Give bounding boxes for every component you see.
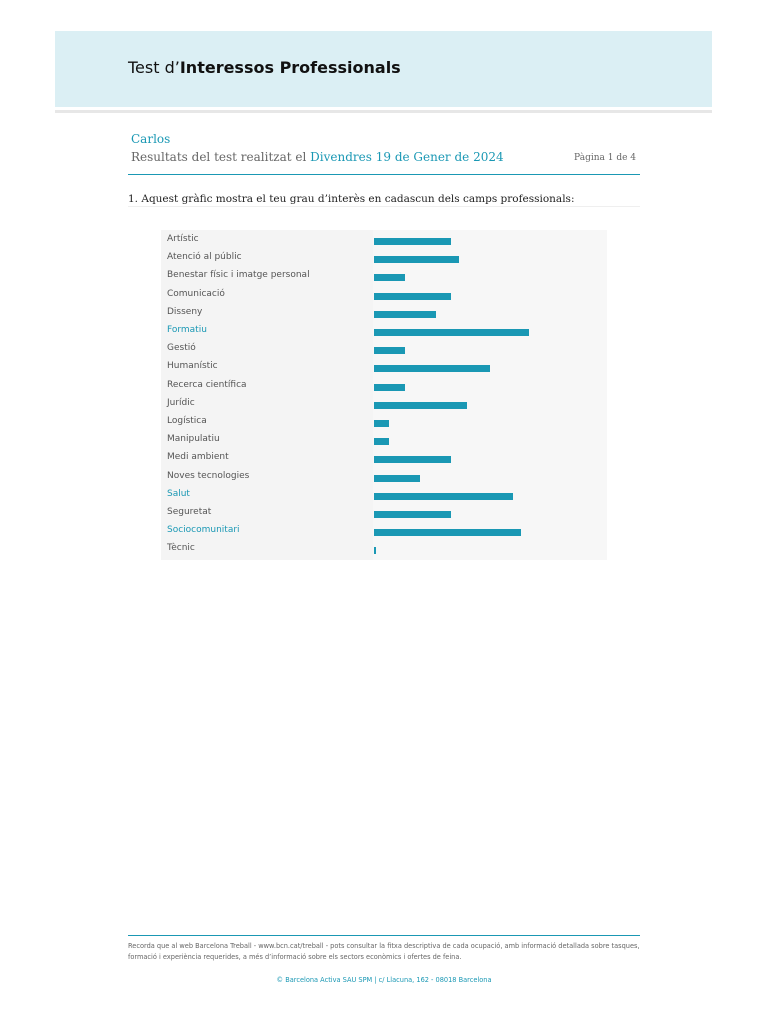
question-text: 1. Aquest gràfic mostra el teu grau d’interès en cadascun dels camps professionals: xyxy=(128,193,575,205)
category-label: Artístic xyxy=(167,234,199,244)
bar xyxy=(374,511,451,518)
chart-row xyxy=(161,414,607,432)
chart-row xyxy=(161,487,607,505)
category-label: Jurídic xyxy=(167,397,195,408)
bar xyxy=(374,365,490,372)
category-label: Sociocomunitari xyxy=(167,525,240,536)
title-prefix: Test d’ xyxy=(128,58,180,77)
category-label: Disseny xyxy=(167,306,203,317)
footer-divider xyxy=(128,935,640,936)
bar xyxy=(374,547,376,554)
chart-row xyxy=(161,250,607,268)
chart-row xyxy=(161,523,607,541)
chart-row xyxy=(161,305,607,323)
category-label: Salut xyxy=(167,488,190,499)
chart-row xyxy=(161,378,607,396)
results-prefix: Resultats del test realitzat el xyxy=(131,150,307,164)
bar xyxy=(374,456,451,463)
results-line xyxy=(131,150,504,164)
footer-copyright: © Barcelona Activa SAU SPM | c/ Llacuna, 162 - 08018 Barcelona xyxy=(276,976,492,984)
chart-row xyxy=(161,341,607,359)
chart-row xyxy=(161,323,607,341)
bar xyxy=(374,384,405,391)
chart-row xyxy=(161,287,607,305)
question-divider xyxy=(128,206,640,207)
bar xyxy=(374,256,459,263)
category-label: Recerca científica xyxy=(167,379,247,390)
user-name: Carlos xyxy=(131,132,171,146)
category-label: Noves tecnologies xyxy=(167,470,250,481)
category-label: Benestar físic i imatge personal xyxy=(167,270,310,281)
header-divider xyxy=(55,110,712,113)
bar xyxy=(374,402,467,409)
chart-row xyxy=(161,450,607,468)
page-indicator: Pàgina 1 de 4 xyxy=(574,153,636,163)
bar xyxy=(374,293,451,300)
bar xyxy=(374,475,420,482)
chart-row xyxy=(161,469,607,487)
category-label: Tècnic xyxy=(167,543,195,554)
document-title xyxy=(128,58,401,77)
interest-bar-chart xyxy=(161,230,607,560)
chart-row xyxy=(161,232,607,250)
meta-divider xyxy=(128,174,640,175)
bar xyxy=(374,329,529,336)
chart-row xyxy=(161,268,607,286)
category-label: Seguretat xyxy=(167,507,212,517)
chart-row xyxy=(161,432,607,450)
bar xyxy=(374,529,521,536)
bar xyxy=(374,311,436,318)
bar xyxy=(374,238,451,245)
category-label: Medi ambient xyxy=(167,452,229,463)
bar xyxy=(374,438,389,445)
chart-row xyxy=(161,541,607,559)
category-label: Formatiu xyxy=(167,325,207,335)
bar xyxy=(374,420,389,427)
category-label: Comunicació xyxy=(167,288,225,299)
category-label: Manipulatiu xyxy=(167,434,220,445)
chart-row xyxy=(161,505,607,523)
bar xyxy=(374,347,405,354)
test-date: Divendres 19 de Gener de 2024 xyxy=(310,150,504,164)
chart-row xyxy=(161,359,607,377)
bar xyxy=(374,493,513,500)
category-label: Atenció al públic xyxy=(167,252,242,263)
category-label: Logística xyxy=(167,416,207,426)
bar xyxy=(374,274,405,281)
category-label: Humanístic xyxy=(167,361,218,372)
footer-note: Recorda que al web Barcelona Treball - www.bcn.cat/treball - pots consultar la fitxa descriptiva de cada ocupació, amb informació detallada sobre tasques, formació i experiència requerides, a més d’informació sobre els sectors econòmics i ofertes de feina. xyxy=(128,942,640,961)
category-label: Gestió xyxy=(167,343,196,354)
title-bold: Interessos Professionals xyxy=(179,58,401,77)
chart-row xyxy=(161,396,607,414)
